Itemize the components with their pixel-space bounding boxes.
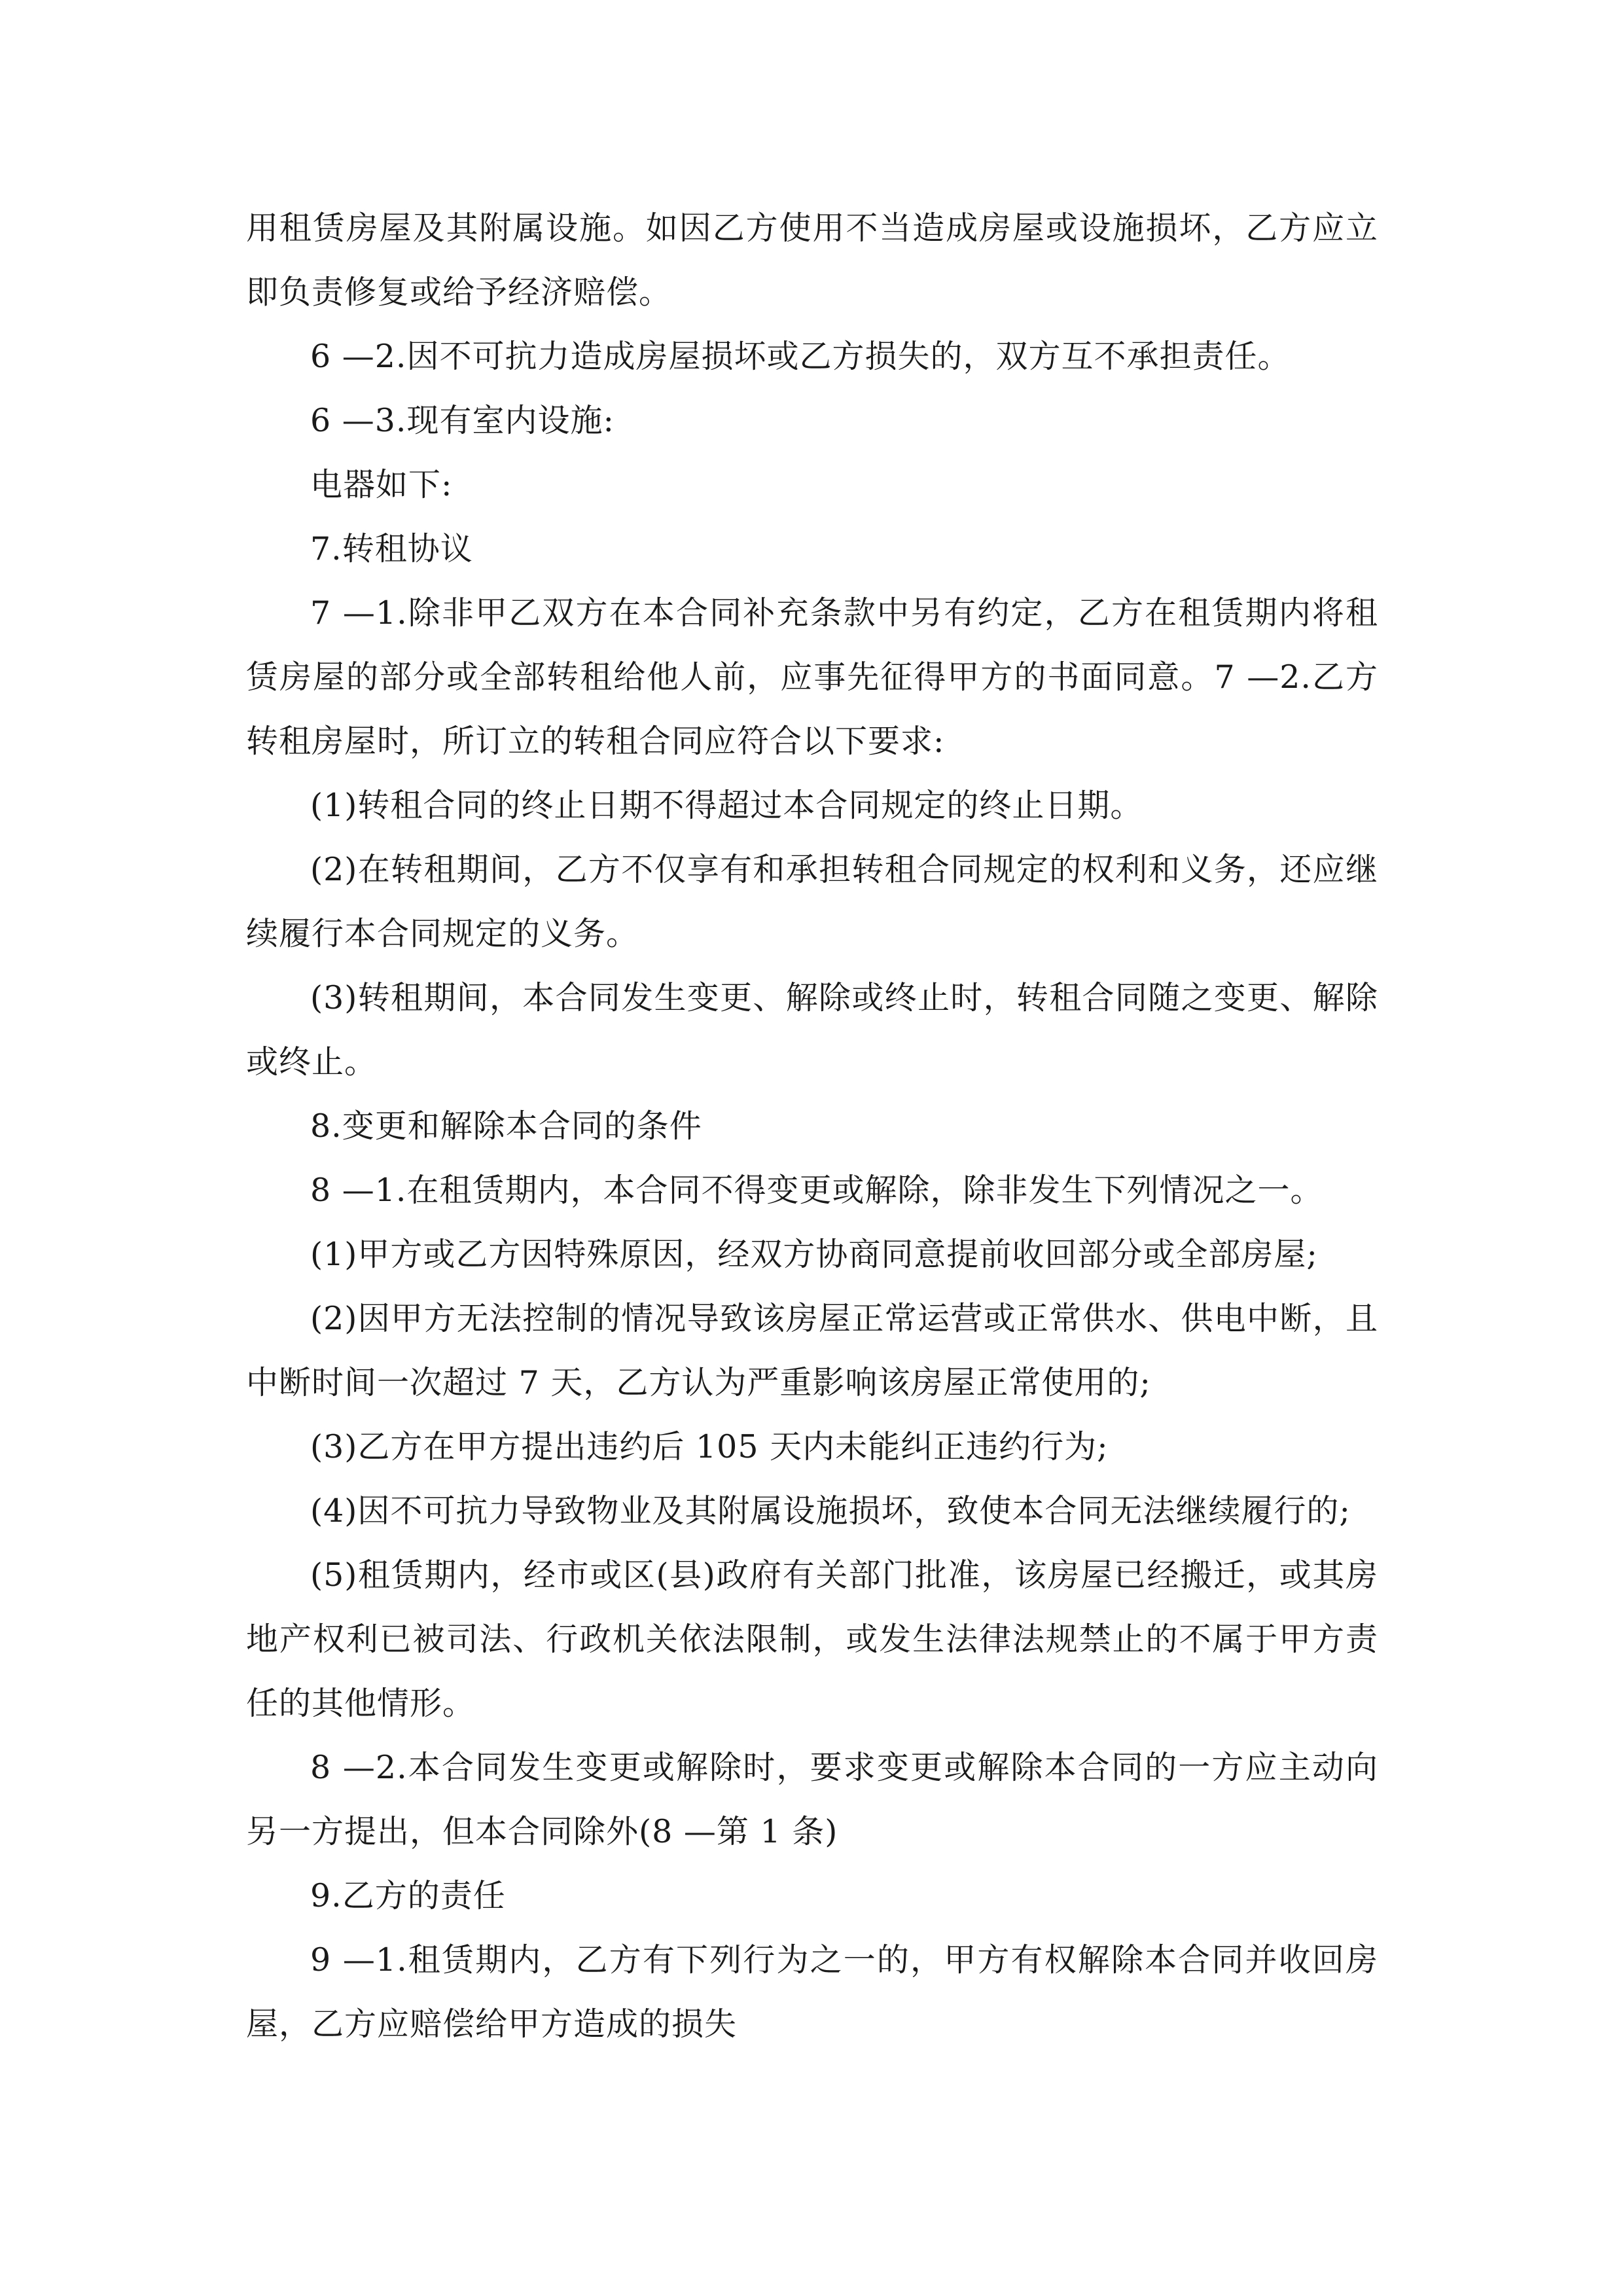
appliances-line: 电器如下: <box>310 466 453 503</box>
clause-8-item-3: (3)乙方在甲方提出违约后 105 天内未能纠正违约行为; <box>310 1428 1109 1465</box>
section-7-heading: 7.转租协议 <box>310 530 473 567</box>
clause-7-item-3: (3)转租期间，本合同发生变更、解除或终止时，转租合同随之变更、解除或终止。 <box>246 979 1378 1081</box>
paragraph-continuation: 用租赁房屋及其附属设施。如因乙方使用不当造成房屋或设施损坏，乙方应立即负责修复或给予经济赔偿。 <box>246 209 1378 311</box>
section-8-heading: 8.变更和解除本合同的条件 <box>310 1107 702 1145</box>
clause-8-item-5: (5)租赁期内，经市或区(县)政府有关部门批准，该房屋已经搬迁，或其房地产权利已被司法、行政机关依法限制，或发生法律法规禁止的不属于甲方责任的其他情形。 <box>246 1556 1378 1722</box>
clause-7-1: 7 —1.除非甲乙双方在本合同补充条款中另有约定，乙方在租赁期内将租赁房屋的部分或全部转租给他人前，应事先征得甲方的书面同意。7 —2.乙方转租房屋时，所订立的转租合同应符合以下要求: <box>246 594 1378 760</box>
clause-8-item-1: (1)甲方或乙方因特殊原因，经双方协商同意提前收回部分或全部房屋; <box>310 1236 1318 1273</box>
clause-6-2: 6 —2.因不可抗力造成房屋损坏或乙方损失的，双方互不承担责任。 <box>310 338 1291 375</box>
clause-8-item-2: (2)因甲方无法控制的情况导致该房屋正常运营或正常供水、供电中断，且中断时间一次超过 7 天，乙方认为严重影响该房屋正常使用的; <box>246 1300 1378 1401</box>
clause-9-1: 9 —1.租赁期内，乙方有下列行为之一的，甲方有权解除本合同并收回房屋，乙方应赔偿给甲方造成的损失 <box>246 1941 1378 2043</box>
clause-7-item-2: (2)在转租期间，乙方不仅享有和承担转租合同规定的权利和义务，还应继续履行本合同规定的义务。 <box>246 851 1378 952</box>
clause-7-item-1: (1)转租合同的终止日期不得超过本合同规定的终止日期。 <box>310 787 1143 824</box>
document-body <box>246 196 1378 2056</box>
clause-8-item-4: (4)因不可抗力导致物业及其附属设施损坏，致使本合同无法继续履行的; <box>310 1492 1351 1530</box>
section-9-heading: 9.乙方的责任 <box>310 1877 506 1914</box>
clause-8-2: 8 —2.本合同发生变更或解除时，要求变更或解除本合同的一方应主动向另一方提出，但本合同除外(8 —第 1 条) <box>246 1749 1378 1850</box>
clause-6-3: 6 —3.现有室内设施: <box>310 402 615 439</box>
clause-8-1: 8 —1.在租赁期内，本合同不得变更或解除，除非发生下列情况之一。 <box>310 1172 1323 1209</box>
